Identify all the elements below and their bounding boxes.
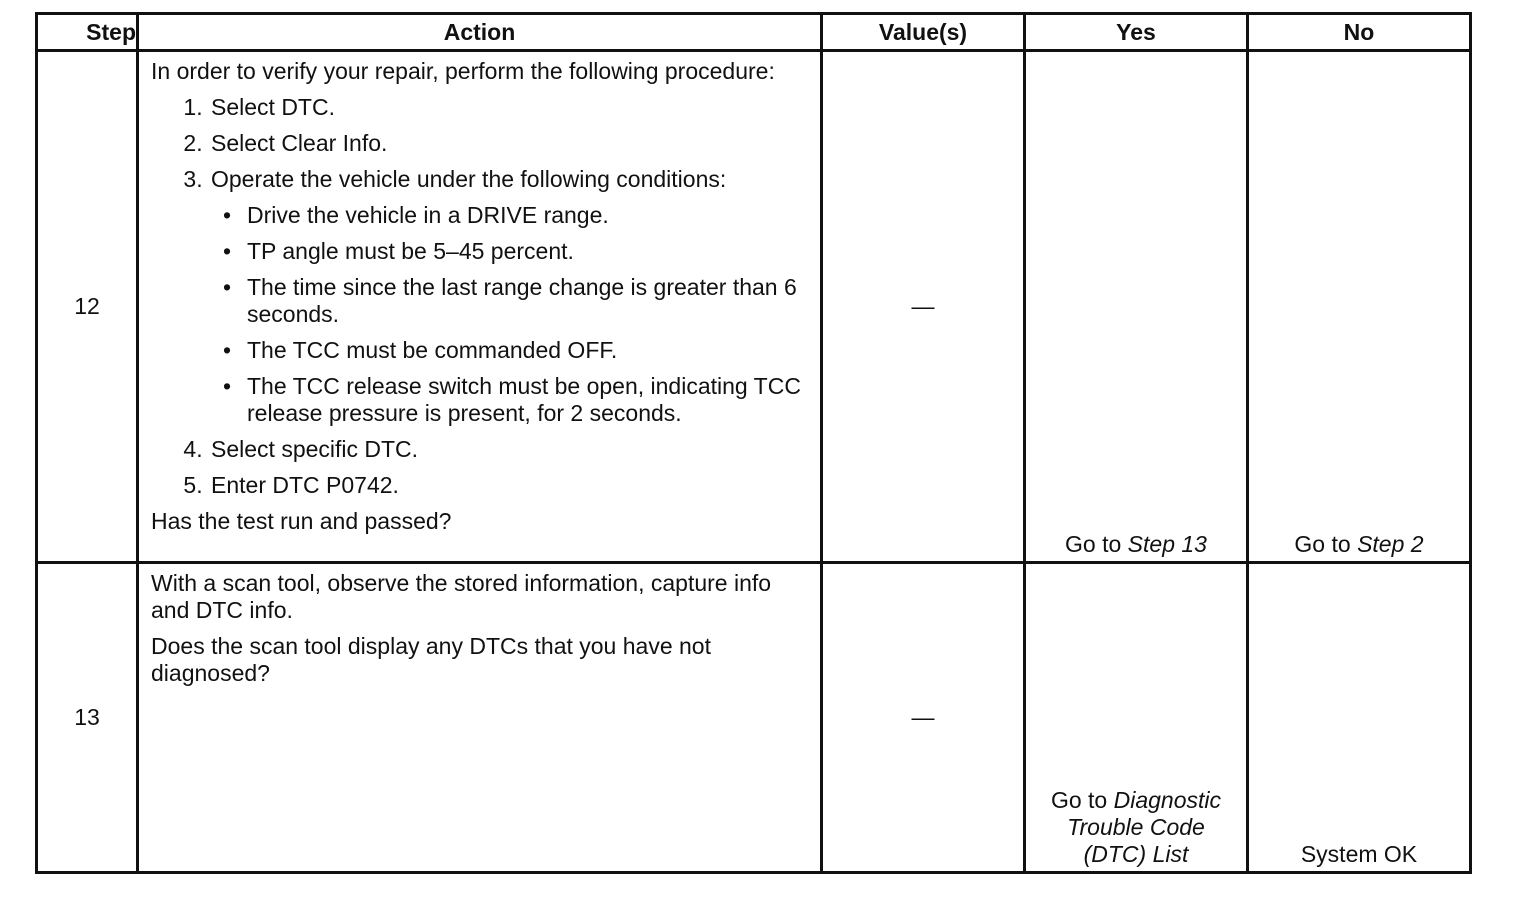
action-cell bbox=[138, 51, 822, 563]
condition-item: • Drive the vehicle in a DRIVE range. bbox=[245, 202, 810, 229]
procedure-table bbox=[35, 12, 1472, 874]
list-item: 2. Select Clear Info. bbox=[209, 130, 810, 157]
procedure-list bbox=[151, 94, 810, 499]
header-row bbox=[37, 14, 1471, 51]
yes-prefix: Go to bbox=[1050, 787, 1114, 813]
header-values: Value(s) bbox=[822, 14, 1025, 51]
yes-link[interactable]: Step 13 bbox=[1127, 531, 1207, 557]
step-number: 12 bbox=[37, 51, 138, 563]
no-cell bbox=[1248, 51, 1471, 563]
step-number: 13 bbox=[37, 563, 138, 873]
list-item: 4. Select specific DTC. bbox=[209, 436, 810, 463]
yes-prefix: Go to bbox=[1065, 531, 1128, 557]
table-row-step-13 bbox=[37, 563, 1471, 873]
action-question: Has the test run and passed? bbox=[151, 508, 452, 534]
header-yes: Yes bbox=[1025, 14, 1248, 51]
no-link[interactable]: Step 2 bbox=[1357, 531, 1424, 557]
list-item: 5. Enter DTC P0742. bbox=[209, 472, 810, 499]
no-cell bbox=[1248, 563, 1471, 873]
condition-item: • The time since the last range change is greater than 6 seconds. bbox=[245, 274, 810, 328]
condition-list bbox=[211, 202, 810, 427]
condition-item: • The TCC release switch must be open, indicating TCC release pressure is present, for 2 seconds. bbox=[245, 373, 810, 427]
yes-cell bbox=[1025, 563, 1248, 873]
list-item-text: Operate the vehicle under the following conditions: bbox=[211, 166, 727, 192]
value-cell: — bbox=[822, 563, 1025, 873]
action-question: Does the scan tool display any DTCs that you have not diagnosed? bbox=[151, 633, 711, 686]
no-result: System OK bbox=[1300, 841, 1418, 867]
table-row-step-12 bbox=[37, 51, 1471, 563]
value-cell: — bbox=[822, 51, 1025, 563]
no-prefix: Go to bbox=[1294, 531, 1358, 557]
list-item bbox=[209, 166, 810, 427]
header-action: Action bbox=[138, 14, 822, 51]
yes-link[interactable]: Diagnostic Trouble Code (DTC) List bbox=[1067, 787, 1222, 867]
header-no: No bbox=[1248, 14, 1471, 51]
condition-item: • The TCC must be commanded OFF. bbox=[245, 337, 810, 364]
action-intro: In order to verify your repair, perform the following procedure: bbox=[151, 58, 775, 84]
yes-cell bbox=[1025, 51, 1248, 563]
list-item: 1. Select DTC. bbox=[209, 94, 810, 121]
header-step: Step bbox=[37, 14, 138, 51]
condition-item: • TP angle must be 5–45 percent. bbox=[245, 238, 810, 265]
action-cell bbox=[138, 563, 822, 873]
action-intro: With a scan tool, observe the stored information, capture info and DTC info. bbox=[151, 570, 772, 623]
